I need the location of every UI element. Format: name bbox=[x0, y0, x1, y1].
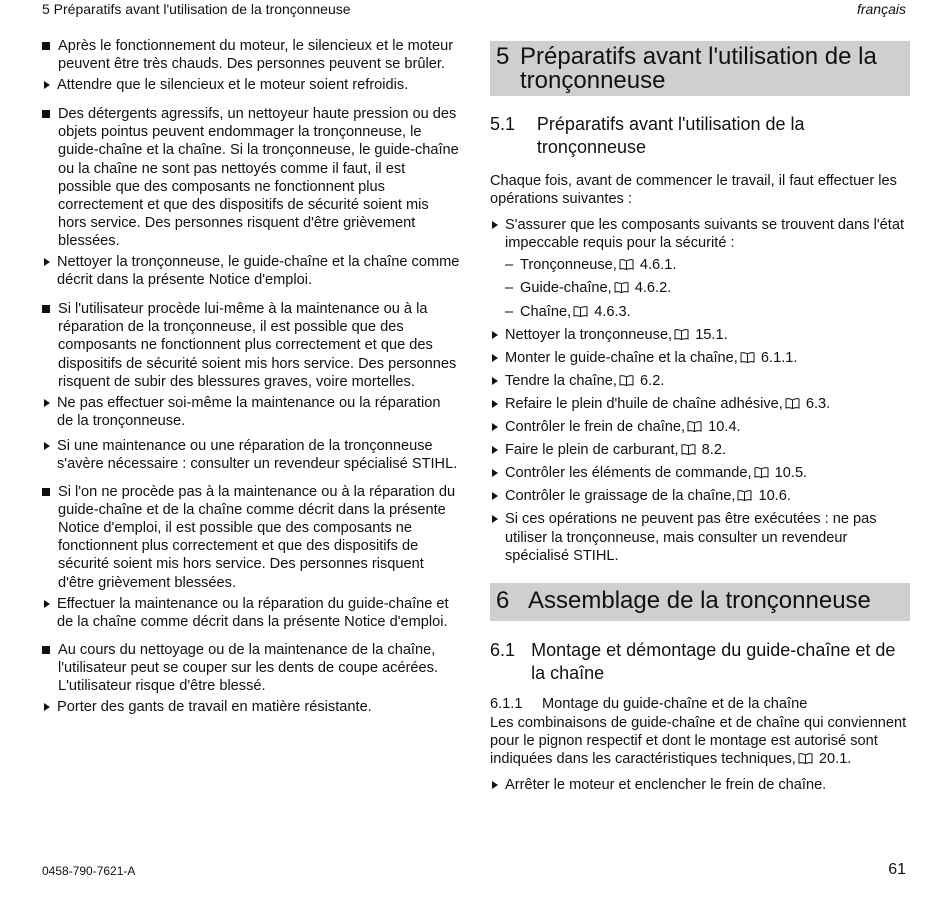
warning-item: Si l'on ne procède pas à la maintenance ou à la réparation du guide-chaîne et de la chaîne comme décrit dans la présente Notice d'emploi, il est possible que des composants ne fonctionnent plus correctement et que des dispositifs de sécurité soient mis hors service. Des personnes risquent d'être grièvement blessées. bbox=[42, 483, 460, 592]
section-title: Préparatifs avant l'utilisation de la tronçonneuse bbox=[536, 114, 805, 157]
chapter-title: Assemblage de la tronçonneuse bbox=[528, 586, 871, 614]
action-item: Contrôler le graissage de la chaîne, 10.6. bbox=[490, 487, 910, 505]
left-column bbox=[42, 37, 460, 716]
action-item: Arrêter le moteur et enclencher le frein de chaîne. bbox=[490, 776, 910, 794]
action-item: Nettoyer la tronçonneuse, 15.1. bbox=[490, 326, 910, 344]
component-item: – Guide-chaîne, 4.6.2. bbox=[490, 279, 910, 297]
chapter-title: Préparatifs avant l'utilisation de la tronçonneuse bbox=[520, 43, 877, 94]
section-heading-6-1 bbox=[490, 639, 910, 685]
action-item: Attendre que le silencieux et le moteur soient refroidis. bbox=[42, 76, 460, 94]
action-item: Effectuer la maintenance ou la réparation du guide-chaîne et de la chaîne comme décrit dans la présente Notice d'emploi. bbox=[42, 595, 460, 631]
book-icon bbox=[798, 753, 813, 764]
chapter-heading-5 bbox=[490, 41, 910, 96]
action-item: Faire le plein de carburant, 8.2. bbox=[490, 441, 910, 459]
right-column bbox=[490, 41, 910, 794]
warning-item: Après le fonctionnement du moteur, le silencieux et le moteur peuvent être très chauds. Des personnes peuvent se brûler. bbox=[42, 37, 460, 73]
action-item: Si une maintenance ou une réparation de la tronçonneuse s'avère nécessaire : consulter un revendeur spécialisé STIHL. bbox=[42, 437, 460, 473]
section-heading-5-1 bbox=[490, 113, 910, 159]
book-icon bbox=[754, 467, 769, 478]
section-number: 5.1 bbox=[490, 114, 516, 134]
subsection-title: Montage du guide-chaîne et de la chaîne bbox=[542, 695, 808, 712]
section-title: Montage et démontage du guide-chaîne et de la chaîne bbox=[531, 639, 896, 683]
subsection-number: 6.1.1 bbox=[490, 695, 523, 712]
book-icon bbox=[674, 329, 689, 340]
action-item: Refaire le plein d'huile de chaîne adhésive, 6.3. bbox=[490, 395, 910, 413]
book-icon bbox=[737, 490, 752, 501]
book-icon bbox=[573, 306, 588, 317]
warning-item: Si l'utilisateur procède lui-même à la maintenance ou à la réparation de la tronçonneuse, il est possible que des composants ne fonctionnent plus correctement et que des dispositifs de sécurité soient mis hors service. Des personnes risquent de subir des blessures graves, voire mortelles. bbox=[42, 300, 460, 390]
action-item: Nettoyer la tronçonneuse, le guide-chaîne et la chaîne comme décrit dans la présente Notice d'emploi. bbox=[42, 253, 460, 289]
document-code: 0458-790-7621-A bbox=[42, 864, 136, 878]
subsection-heading-6-1-1 bbox=[490, 695, 910, 713]
book-icon bbox=[619, 375, 634, 386]
body-paragraph: Les combinaisons de guide-chaîne et de chaîne qui conviennent pour le pignon respectif et dont le montage est autorisé sont indiquées dans les caractéristiques techniques, 20.1. bbox=[490, 714, 907, 767]
action-item: Si ces opérations ne peuvent pas être exécutées : ne pas utiliser la tronçonneuse, mais consulter un revendeur spécialisé STIHL. bbox=[490, 510, 910, 564]
action-item: S'assurer que les composants suivants se trouvent dans l'état impeccable requis pour la sécurité : bbox=[490, 216, 910, 252]
book-icon bbox=[619, 259, 634, 270]
section-number: 6.1 bbox=[490, 639, 516, 660]
page-number: 61 bbox=[888, 861, 906, 878]
action-item: Contrôler les éléments de commande, 10.5. bbox=[490, 464, 910, 482]
running-header: 5 Préparatifs avant l'utilisation de la tronçonneuse bbox=[42, 1, 351, 17]
action-item: Contrôler le frein de chaîne, 10.4. bbox=[490, 418, 910, 436]
chapter-number: 6 bbox=[496, 586, 510, 614]
intro-paragraph: Chaque fois, avant de commencer le travail, il faut effectuer les opérations suivantes : bbox=[490, 173, 897, 208]
language-label: français bbox=[856, 1, 906, 17]
book-icon bbox=[681, 444, 696, 455]
action-item: Ne pas effectuer soi-même la maintenance ou la réparation de la tronçonneuse. bbox=[42, 394, 460, 430]
warning-item: Au cours du nettoyage ou de la maintenance de la chaîne, l'utilisateur peut se couper sur les dents de coupe acérées. L'utilisateur risque d'être blessé. bbox=[42, 641, 460, 695]
action-item: Porter des gants de travail en matière résistante. bbox=[42, 698, 460, 716]
warning-item: Des détergents agressifs, un nettoyeur haute pression ou des objets pointus peuvent endommager la tronçonneuse, le guide-chaîne et la chaîne. Si la tronçonneuse, le guide-chaîne ou la chaîne ne sont pas nettoyés comme il faut, il est possible que des composants ne fonctionnent plus correctement et que des dispositifs de sécurité soient mis hors service. Des personnes risquent d'être grièvement blessées. bbox=[42, 105, 460, 250]
action-item: Tendre la chaîne, 6.2. bbox=[490, 372, 910, 390]
chapter-heading-6 bbox=[490, 583, 910, 621]
book-icon bbox=[614, 282, 629, 293]
book-icon bbox=[785, 398, 800, 409]
component-item: – Tronçonneuse, 4.6.1. bbox=[490, 256, 910, 274]
chapter-number: 5 bbox=[496, 43, 510, 70]
action-item: Monter le guide-chaîne et la chaîne, 6.1.1. bbox=[490, 349, 910, 367]
component-item: – Chaîne, 4.6.3. bbox=[490, 303, 910, 321]
book-icon bbox=[687, 421, 702, 432]
book-icon bbox=[740, 352, 755, 363]
